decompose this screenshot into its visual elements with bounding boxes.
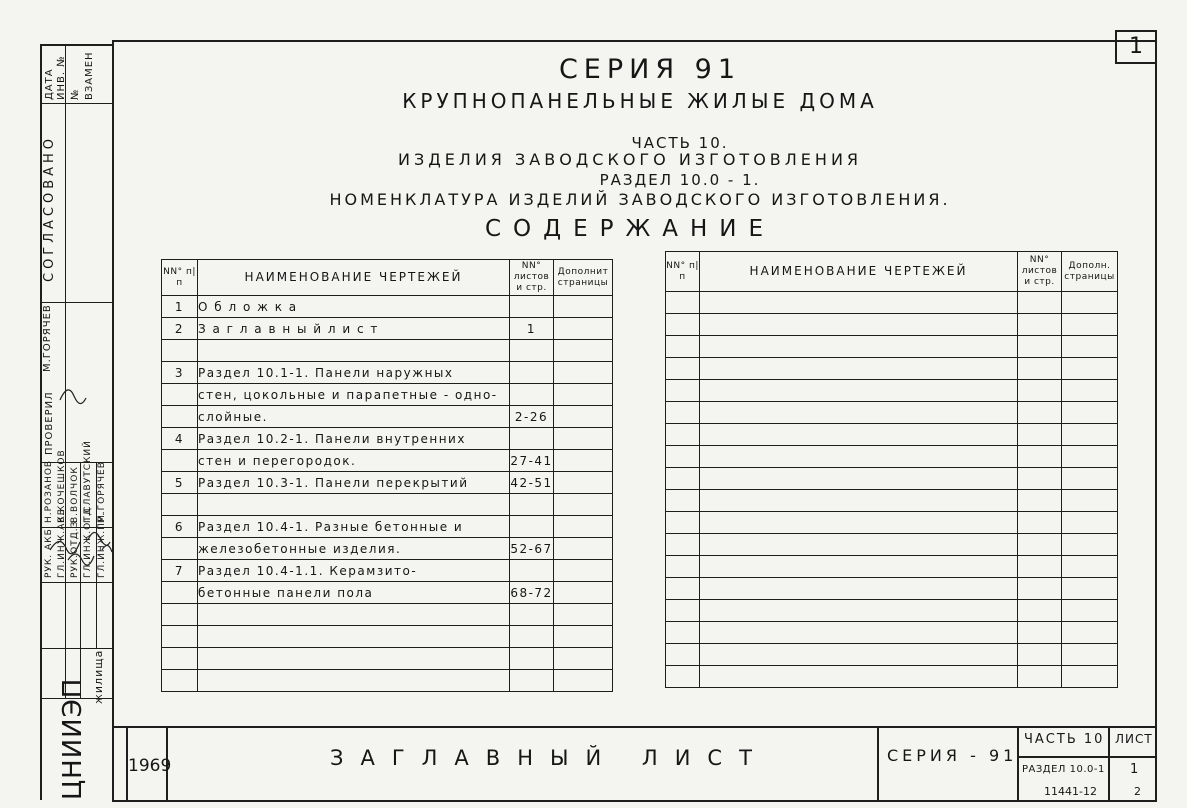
table-row [162, 472, 613, 494]
cell-sheets: 1 [510, 318, 554, 340]
agreed-signer: М.ГОРЯЧЕВ [42, 304, 53, 372]
col-header-extra: Дополнит страницы [554, 260, 613, 296]
empty-cell [666, 380, 700, 402]
cell-sheets [510, 384, 554, 406]
empty-cell [1062, 534, 1118, 556]
table-row [666, 534, 1118, 556]
table-row [666, 644, 1118, 666]
signer-name: М.ГОРЯЧЕВ [97, 461, 107, 523]
stamp-divider [877, 726, 879, 802]
table-row [162, 648, 613, 670]
cell-sheets [510, 362, 554, 384]
empty-cell [1018, 402, 1062, 424]
table-row [162, 516, 613, 538]
empty-cell [1062, 622, 1118, 644]
cell-sheets: 2-26 [510, 406, 554, 428]
empty-cell [1062, 292, 1118, 314]
institute-logo: ЦНИИЭП [58, 677, 88, 800]
cell-extra [554, 560, 613, 582]
empty-cell [666, 578, 700, 600]
stamp-sheet-title: ЗАГЛАВНЫЙ ЛИСТ [330, 746, 769, 770]
col-header-num: NN° п|п [666, 252, 700, 292]
cell-name: З а г л а в н ы й л и с т [198, 318, 510, 340]
empty-cell [1018, 292, 1062, 314]
role-label: РУК. АКБ [44, 528, 54, 578]
cell-name: слойные. [198, 406, 510, 428]
empty-cell [700, 402, 1018, 424]
checked-label: ПРОВЕРИЛ [44, 391, 55, 455]
inv-number-label: № [70, 88, 81, 100]
col-header-num: NN° п|п [162, 260, 198, 296]
table-row [666, 380, 1118, 402]
part-title: ИЗДЕЛИЯ ЗАВОДСКОГО ИЗГОТОВЛЕНИЯ [397, 150, 863, 169]
table-row [162, 318, 613, 340]
part-label: ЧАСТЬ 10. [631, 134, 729, 152]
cell-extra [554, 362, 613, 384]
cell-num: 5 [162, 472, 198, 494]
empty-cell [1018, 534, 1062, 556]
empty-cell [700, 292, 1018, 314]
empty-cell [1018, 446, 1062, 468]
cell-num [162, 340, 198, 362]
empty-cell [1018, 556, 1062, 578]
cell-name: стен и перегородок. [198, 450, 510, 472]
empty-cell [666, 292, 700, 314]
empty-cell [700, 358, 1018, 380]
cell-extra [554, 670, 613, 692]
stamp-border [112, 726, 1157, 728]
signer-name: В.КОЧЕШКОВ [57, 449, 67, 523]
cell-name: Раздел 10.3-1. Панели перекрытий [198, 472, 510, 494]
cell-extra [554, 648, 613, 670]
empty-cell [1062, 314, 1118, 336]
cell-num [162, 626, 198, 648]
stamp-sheet-value: 1 [1130, 762, 1139, 777]
empty-cell [1062, 556, 1118, 578]
cell-extra [554, 494, 613, 516]
role-label: ГЛ.ИНЖ.ПР. [97, 511, 107, 578]
empty-cell [700, 380, 1018, 402]
col-header-name: НАИМЕНОВАНИЕ ЧЕРТЕЖЕЙ [700, 252, 1018, 292]
cell-extra [554, 626, 613, 648]
empty-cell [1062, 600, 1118, 622]
cell-sheets [510, 560, 554, 582]
table-row [666, 292, 1118, 314]
cell-sheets [510, 340, 554, 362]
cell-num [162, 384, 198, 406]
signer-name: Г.СЛАВУТСКИЙ [83, 440, 93, 523]
empty-cell [700, 446, 1018, 468]
empty-cell [666, 402, 700, 424]
table-row [666, 358, 1118, 380]
contents-table-continued [665, 251, 1118, 688]
cell-num [162, 582, 198, 604]
cell-name [198, 670, 510, 692]
empty-cell [666, 534, 700, 556]
empty-cell [700, 314, 1018, 336]
empty-cell [1062, 468, 1118, 490]
replace-label: ВЗАМЕН [84, 51, 95, 100]
table-row [162, 340, 613, 362]
stamp-divider [1017, 756, 1157, 758]
table-row [162, 626, 613, 648]
cell-extra [554, 472, 613, 494]
signer-name: В.ВОЛЧОК [70, 466, 80, 523]
cell-name: Раздел 10.1-1. Панели наружных [198, 362, 510, 384]
cell-name [198, 648, 510, 670]
inv-label: ИНВ. № [56, 55, 67, 100]
cell-sheets [510, 296, 554, 318]
empty-cell [1018, 644, 1062, 666]
empty-cell [1062, 424, 1118, 446]
contents-heading: СОДЕРЖАНИЕ [484, 216, 776, 242]
cell-num [162, 604, 198, 626]
empty-cell [1018, 622, 1062, 644]
empty-cell [700, 490, 1018, 512]
col-header-name: НАИМЕНОВАНИЕ ЧЕРТЕЖЕЙ [198, 260, 510, 296]
table-row [162, 538, 613, 560]
table-row [666, 600, 1118, 622]
table-row [162, 406, 613, 428]
cell-num [162, 406, 198, 428]
empty-cell [666, 468, 700, 490]
series-title: СЕРИЯ 91 [558, 54, 742, 85]
empty-cell [1018, 490, 1062, 512]
cell-num [162, 494, 198, 516]
cell-name: Раздел 10.2-1. Панели внутренних [198, 428, 510, 450]
cell-extra [554, 318, 613, 340]
empty-cell [666, 512, 700, 534]
empty-cell [1062, 578, 1118, 600]
cell-sheets: 68-72 [510, 582, 554, 604]
role-label: ГЛ.ИНЖ.ОТД [83, 507, 93, 578]
empty-cell [1018, 512, 1062, 534]
cell-extra [554, 296, 613, 318]
empty-cell [666, 666, 700, 688]
empty-cell [666, 600, 700, 622]
table-row [666, 314, 1118, 336]
empty-cell [1018, 424, 1062, 446]
table-row [162, 362, 613, 384]
empty-cell [1062, 380, 1118, 402]
cell-extra [554, 582, 613, 604]
table-row [666, 446, 1118, 468]
stamp-sheet-label: ЛИСТ [1115, 732, 1153, 746]
date-label: ДАТА [44, 68, 55, 100]
cell-num: 4 [162, 428, 198, 450]
empty-cell [700, 468, 1018, 490]
cell-sheets: 42-51 [510, 472, 554, 494]
empty-cell [1062, 666, 1118, 688]
cell-extra [554, 428, 613, 450]
cell-sheets: 52-67 [510, 538, 554, 560]
empty-cell [666, 358, 700, 380]
empty-cell [1062, 358, 1118, 380]
institute-suffix: жилища [92, 649, 105, 704]
cell-sheets [510, 670, 554, 692]
agreed-label: СОГЛАСОВАНО [42, 134, 57, 282]
cell-extra [554, 516, 613, 538]
table-row [666, 468, 1118, 490]
document-title: КРУПНОПАНЕЛЬНЫЕ ЖИЛЫЕ ДОМА [402, 89, 878, 113]
cell-extra [554, 604, 613, 626]
table-row [162, 670, 613, 692]
empty-cell [1062, 446, 1118, 468]
table-row [162, 296, 613, 318]
cell-sheets [510, 648, 554, 670]
cell-extra [554, 450, 613, 472]
table-row [666, 578, 1118, 600]
empty-cell [1062, 512, 1118, 534]
empty-cell [700, 600, 1018, 622]
empty-cell [1018, 314, 1062, 336]
table-row [162, 604, 613, 626]
table-row [666, 512, 1118, 534]
cell-sheets [510, 516, 554, 538]
empty-cell [1018, 666, 1062, 688]
cell-extra [554, 340, 613, 362]
cell-num [162, 648, 198, 670]
empty-cell [700, 512, 1018, 534]
section-title: НОМЕНКЛАТУРА ИЗДЕЛИЙ ЗАВОДСКОГО ИЗГОТОВЛЕНИЯ. [329, 190, 951, 209]
cell-num [162, 450, 198, 472]
empty-cell [700, 534, 1018, 556]
table-row [162, 582, 613, 604]
cell-sheets: 27-41 [510, 450, 554, 472]
empty-cell [666, 556, 700, 578]
table-row [162, 494, 613, 516]
cell-sheets [510, 494, 554, 516]
empty-cell [666, 336, 700, 358]
empty-cell [700, 666, 1018, 688]
empty-cell [666, 644, 700, 666]
stamp-series: СЕРИЯ - 91 [887, 746, 1018, 765]
empty-cell [700, 556, 1018, 578]
margin-border [40, 44, 112, 46]
table-row [162, 560, 613, 582]
cell-extra [554, 384, 613, 406]
cell-extra [554, 406, 613, 428]
archive-code: 11441-12 [1044, 785, 1097, 798]
table-row [162, 428, 613, 450]
table-row [666, 424, 1118, 446]
empty-cell [700, 424, 1018, 446]
empty-cell [666, 424, 700, 446]
stamp-divider [1108, 726, 1110, 802]
col-header-extra: Дополн. страницы [1062, 252, 1118, 292]
section-label: РАЗДЕЛ 10.0 - 1. [599, 171, 761, 189]
cell-num [162, 538, 198, 560]
cell-name: Раздел 10.4-1. Разные бетонные и [198, 516, 510, 538]
empty-cell [1018, 336, 1062, 358]
cell-num [162, 670, 198, 692]
empty-cell [1062, 336, 1118, 358]
cell-sheets [510, 428, 554, 450]
margin-divider [40, 302, 112, 303]
empty-cell [1062, 644, 1118, 666]
cell-num: 1 [162, 296, 198, 318]
page-number: 2 [1134, 785, 1141, 798]
table-row [162, 450, 613, 472]
signatures-graphic [40, 360, 112, 600]
empty-cell [700, 622, 1018, 644]
table-row [666, 336, 1118, 358]
empty-cell [666, 490, 700, 512]
empty-cell [1018, 600, 1062, 622]
table-row [666, 622, 1118, 644]
empty-cell [1018, 468, 1062, 490]
cell-num: 6 [162, 516, 198, 538]
cell-name: бетонные панели пола [198, 582, 510, 604]
empty-cell [1062, 402, 1118, 424]
role-label: ГЛ.ИНЖ.АКБ [57, 508, 67, 578]
empty-cell [700, 336, 1018, 358]
table-row [666, 490, 1118, 512]
role-label: РУК.ОТД.З [70, 520, 80, 578]
cell-num: 3 [162, 362, 198, 384]
sheet-number-box: 1 [1115, 30, 1157, 64]
empty-cell [1018, 358, 1062, 380]
cell-name [198, 604, 510, 626]
table-row [162, 384, 613, 406]
empty-cell [700, 644, 1018, 666]
cell-num: 7 [162, 560, 198, 582]
cell-name [198, 626, 510, 648]
table-row [666, 402, 1118, 424]
empty-cell [666, 314, 700, 336]
empty-cell [1018, 578, 1062, 600]
table-row [666, 666, 1118, 688]
stamp-year: 1969 [128, 756, 172, 776]
table-row [666, 556, 1118, 578]
cell-sheets [510, 626, 554, 648]
empty-cell [666, 446, 700, 468]
signer-name: Н.РОЗАНОВ [44, 459, 54, 523]
empty-cell [1018, 380, 1062, 402]
col-header-sheets: NN° листов и стр. [510, 260, 554, 296]
empty-cell [700, 578, 1018, 600]
cell-name: железобетонные изделия. [198, 538, 510, 560]
margin-divider [40, 103, 112, 104]
col-header-sheets: NN° листов и стр. [1018, 252, 1062, 292]
stamp-section: РАЗДЕЛ 10.0-1 [1022, 764, 1105, 775]
cell-name: Раздел 10.4-1.1. Керамзито- [198, 560, 510, 582]
contents-table [161, 259, 613, 692]
cell-name [198, 340, 510, 362]
cell-name: стен, цокольные и парапетные - одно- [198, 384, 510, 406]
cell-extra [554, 538, 613, 560]
empty-cell [666, 622, 700, 644]
cell-num: 2 [162, 318, 198, 340]
cell-sheets [510, 604, 554, 626]
cell-name: О б л о ж к а [198, 296, 510, 318]
empty-cell [1062, 490, 1118, 512]
stamp-part: ЧАСТЬ 10 [1024, 732, 1105, 747]
cell-name [198, 494, 510, 516]
